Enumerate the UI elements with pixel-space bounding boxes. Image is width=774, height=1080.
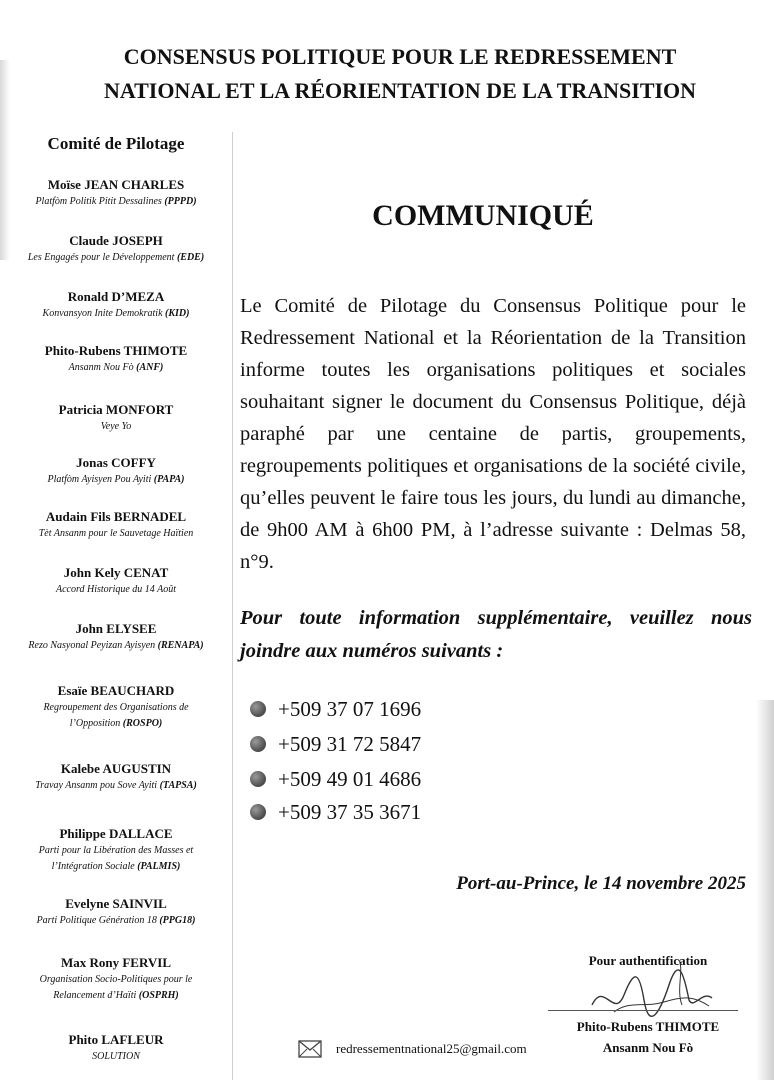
bullet-icon (250, 771, 266, 787)
committee-member (0, 1031, 232, 1065)
member-name: Max Rony FERVIL (60, 955, 172, 970)
member-org: Veye Yo (100, 421, 132, 432)
member-org: Ansanm Nou Fò (ANF) (68, 362, 164, 373)
phone-item (250, 692, 510, 726)
phone-number[interactable]: +509 37 07 1696 (278, 696, 422, 721)
member-name: John Kely CENAT (63, 565, 169, 580)
member-name: Phito LAFLEUR (68, 1032, 164, 1047)
email-address[interactable]: redressementnational25@gmail.com (336, 1041, 527, 1056)
authentication-label: Pour authentification (588, 953, 708, 968)
member-name: Claude JOSEPH (69, 233, 163, 248)
committee-title: Comité de Pilotage (47, 134, 185, 153)
committee-member (0, 564, 232, 598)
member-name: Evelyne SAINVIL (65, 896, 167, 911)
committee-member (0, 401, 232, 435)
member-name: Audain Fils BERNADEL (45, 509, 187, 524)
member-org: Accord Historique du 14 Août (56, 584, 176, 595)
member-name: Jonas COFFY (76, 455, 156, 470)
member-name: Ronald D’MEZA (67, 289, 165, 304)
page-shadow-right (756, 700, 774, 1080)
signature-line (548, 1010, 738, 1011)
member-org: Platfòm Politik Pitit Dessalines (PPPD) (35, 196, 197, 207)
committee-member (0, 825, 232, 875)
committee-member (0, 342, 232, 376)
phone-item (250, 727, 510, 761)
phone-number[interactable]: +509 37 35 3671 (278, 799, 422, 824)
bullet-icon (250, 701, 266, 717)
committee-member (0, 895, 232, 929)
member-org: Organisation Socio-Politiques pour le Relancement d’Haïti (OSPRH) (39, 974, 193, 1001)
member-org: Parti Politique Génération 18 (PPG18) (36, 915, 196, 926)
place-date: Port-au-Prince, le 14 novembre 2025 (456, 873, 746, 894)
communique-body: Le Comité de Pilotage du Consensus Politique pour le Redressement National et la Réorientation de la Transition informe toutes les organisations politiques et sociales souhaitant signer le document du Consensus Politique, déjà paraphé par une centaine de partis, groupements, regroupements politiques et organisations de la société civile, qu’elles peuvent le faire tous les jours, du lundi au dimanche, de 9h00 AM à 6h00 PM, à l’adresse suivante : Delmas 58, n°9. (240, 295, 746, 573)
member-org: Parti pour la Libération des Masses et l’Intégration Sociale (PALMIS) (38, 845, 194, 872)
member-org: Les Engagés pour le Développement (EDE) (27, 252, 205, 263)
member-name: Phito-Rubens THIMOTE (44, 343, 188, 358)
member-name: Patricia MONFORT (58, 402, 174, 417)
committee-sidebar (0, 132, 233, 1080)
member-org: SOLUTION (92, 1051, 140, 1062)
header-line-2: NATIONAL ET LA RÉORIENTATION DE LA TRANSITION (103, 78, 697, 103)
communique-title: COMMUNIQUÉ (372, 199, 594, 232)
committee-member (0, 760, 232, 794)
committee-member (0, 232, 232, 266)
email-row (298, 1040, 527, 1058)
committee-member (0, 288, 232, 322)
phone-item (250, 762, 510, 796)
member-name: Moïse JEAN CHARLES (47, 177, 185, 192)
member-org: Regroupement des Organisations de l’Opposition (ROSPO) (43, 702, 189, 729)
contact-info-text: Pour toute information supplémentaire, veuillez nous joindre aux numéros suivants : (240, 607, 752, 662)
member-org: Travay Ansanm pou Sove Ayiti (TAPSA) (35, 780, 197, 791)
member-name: Esaïe BEAUCHARD (57, 683, 175, 698)
member-org: Konvansyon Inite Demokratik (KID) (42, 308, 190, 319)
phone-number[interactable]: +509 31 72 5847 (278, 731, 422, 756)
member-name: Philippe DALLACE (59, 826, 173, 841)
bullet-icon (250, 736, 266, 752)
phone-number[interactable]: +509 49 01 4686 (278, 766, 422, 791)
committee-member (0, 454, 232, 488)
committee-member (0, 508, 232, 542)
bullet-icon (250, 804, 266, 820)
committee-member (0, 682, 232, 732)
header-line-1: CONSENSUS POLITIQUE POUR LE REDRESSEMENT (123, 44, 677, 69)
member-org: Tèt Ansanm pour le Sauvetage Haïtien (38, 528, 194, 539)
authentication-block (548, 950, 748, 1055)
email-icon (298, 1040, 322, 1058)
authentication-name: Phito-Rubens THIMOTE (576, 1019, 720, 1034)
document-header (40, 40, 760, 108)
committee-member (0, 954, 232, 1004)
member-org: Platfòm Ayisyen Pou Ayiti (PAPA) (47, 474, 185, 485)
committee-member (0, 620, 232, 654)
phone-item (250, 795, 510, 829)
committee-member (0, 176, 232, 210)
member-org: Rezo Nasyonal Peyizan Ayisyen (RENAPA) (28, 640, 204, 651)
member-name: John ELYSEE (75, 621, 157, 636)
member-name: Kalebe AUGUSTIN (60, 761, 172, 776)
authentication-org: Ansanm Nou Fò (602, 1040, 694, 1055)
